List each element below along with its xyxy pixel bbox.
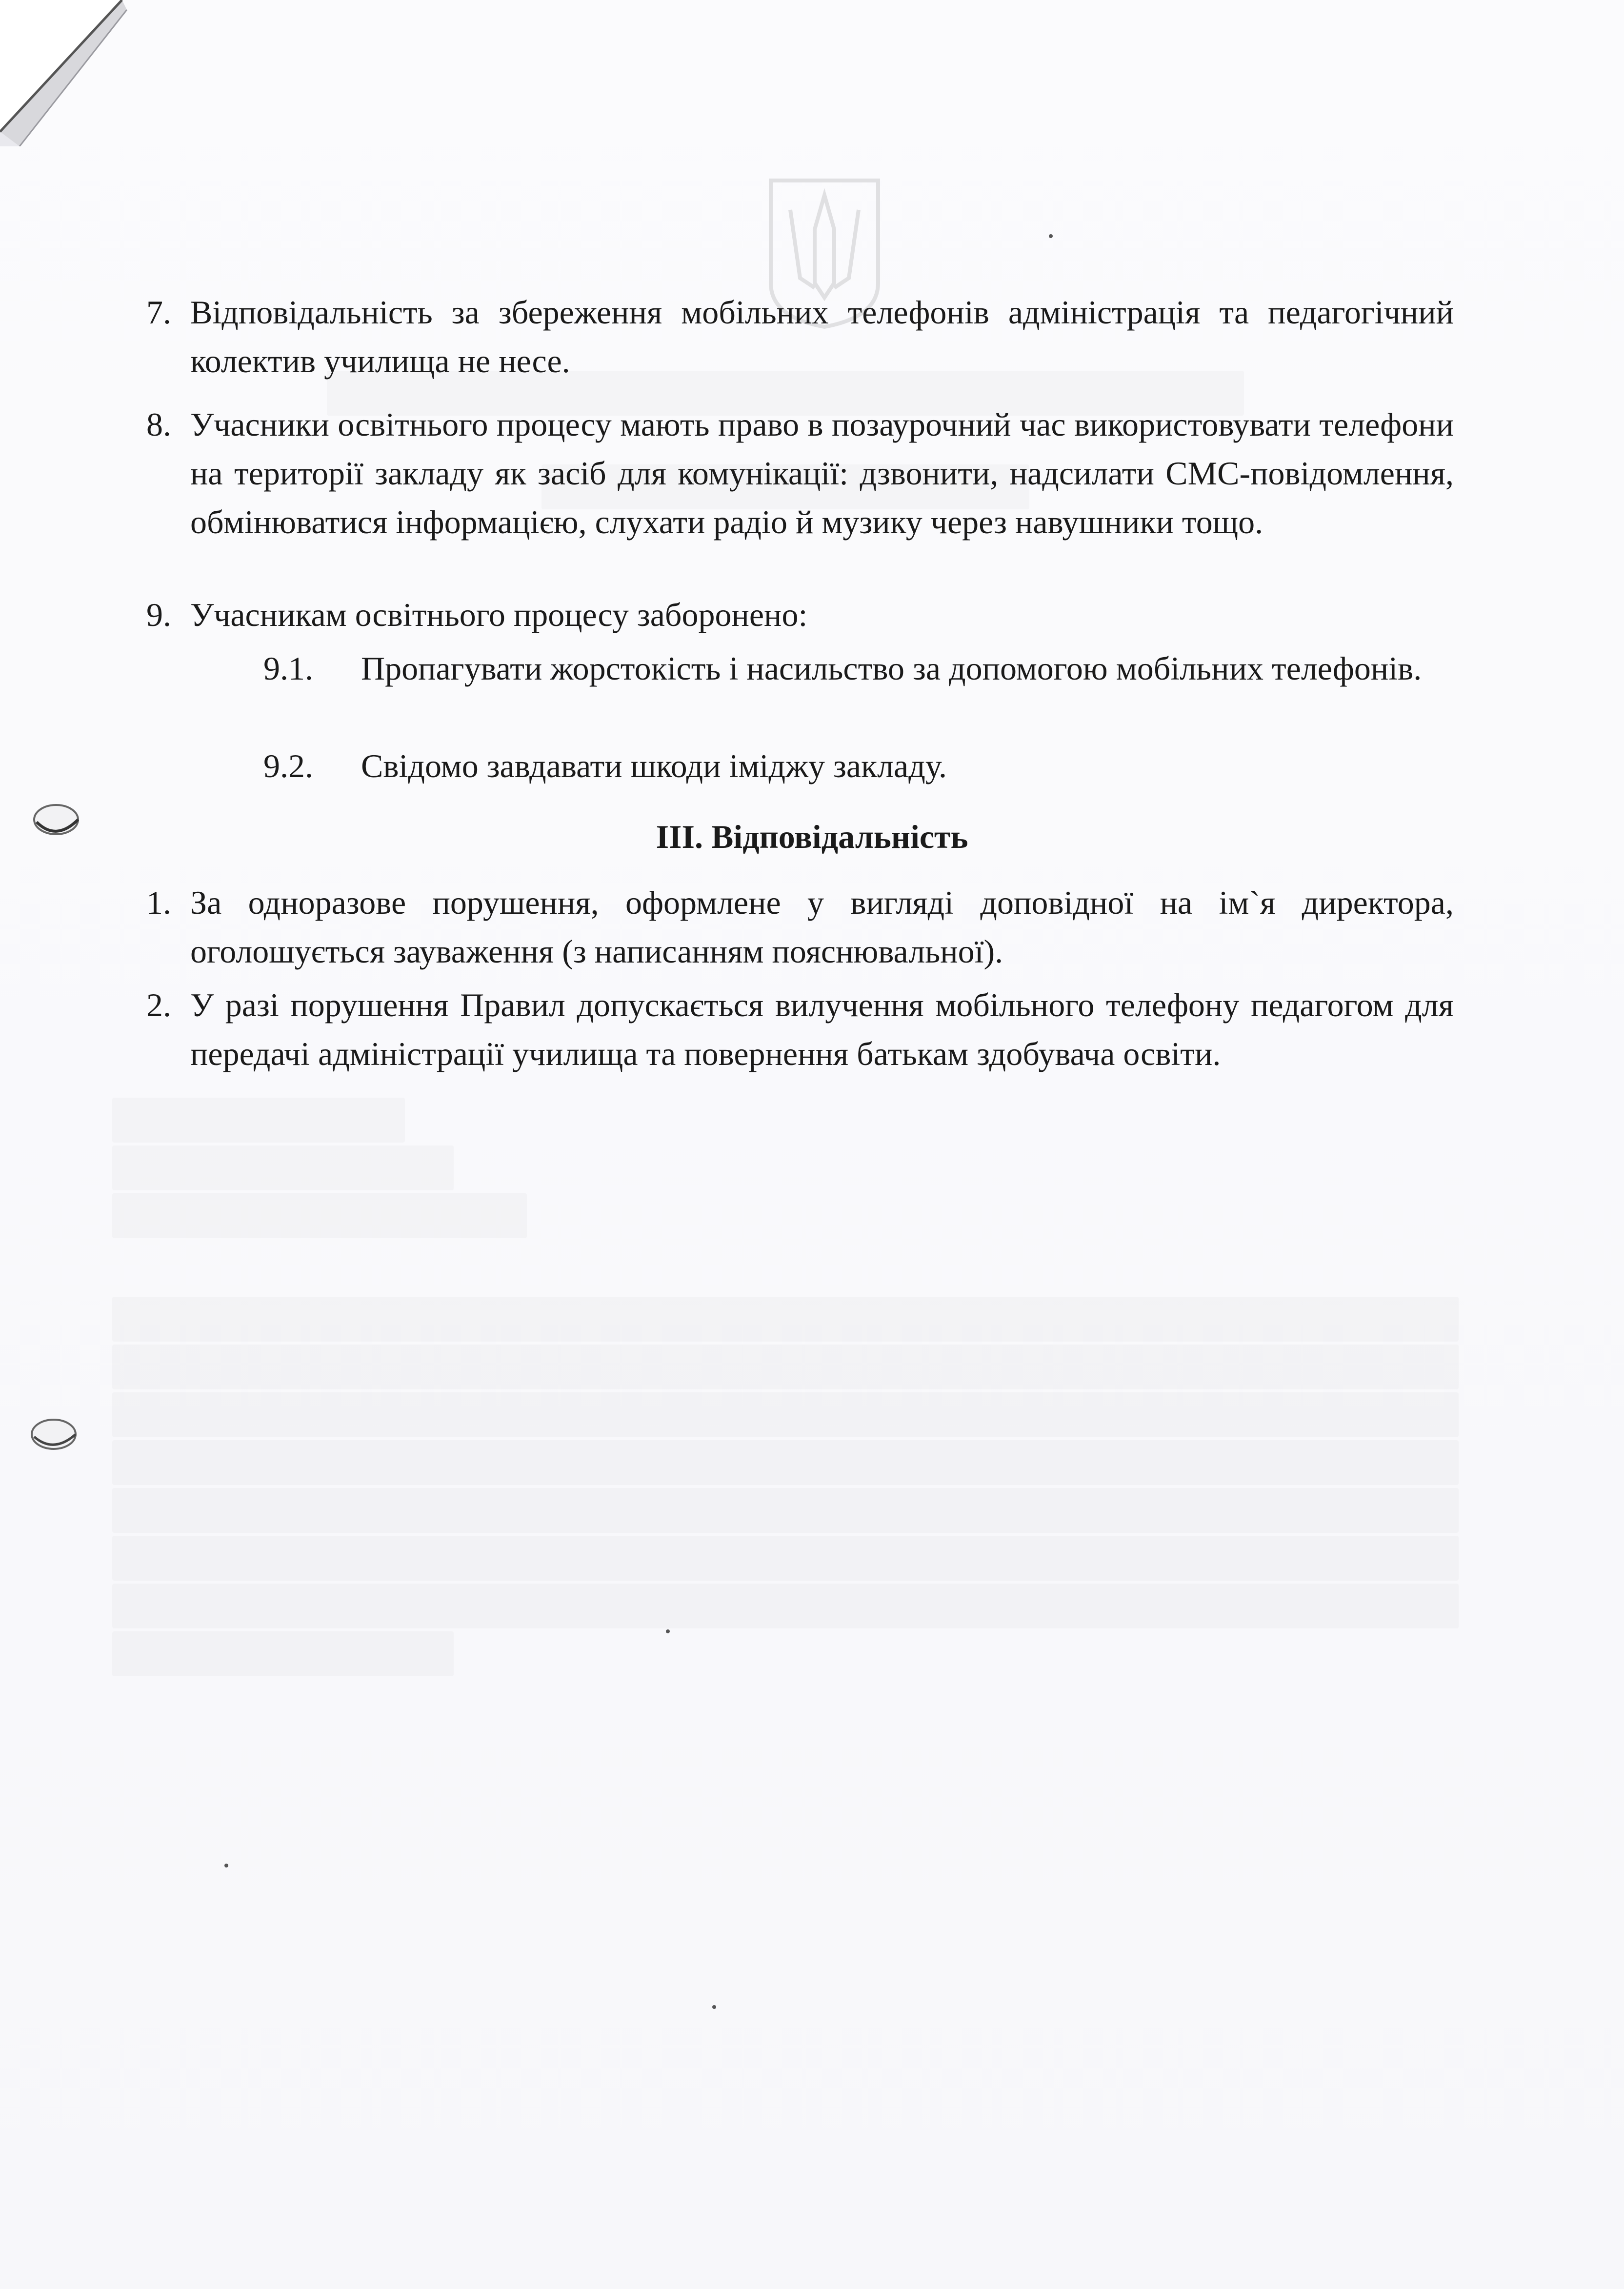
sub-item-number: 9.1. [263,650,313,687]
list-item-number: 7. [146,294,171,331]
list-item-number: 8. [146,406,171,443]
sub-item-text: Свідомо завдавати шкоди іміджу закладу. [361,747,947,784]
sub-item-number: 9.2. [263,747,313,784]
list-item-text: Учасники освітнього процесу мають право в позаурочний час використовувати телефони на території закладу як засіб для комунікації: дзвонити, надсилати СМС-повідомлення, обмінюватися інформацією, слухати радіо й музику через навушники тощо. [190,406,1454,541]
list-item-number: 9. [146,596,171,633]
section-heading: ІІІ. Відповідальність [656,818,968,855]
speck [712,2005,716,2009]
speck [666,1629,670,1633]
speck [1049,234,1053,238]
speck [224,1864,228,1867]
punch-hole-icon [27,1415,80,1454]
list-item-number: 1. [146,884,171,921]
sub-item-text: Пропагувати жорстокість і насильство за допомогою мобільних телефонів. [361,650,1422,687]
folded-corner-icon [0,0,146,146]
list-item-text: У разі порушення Правил допускається вилучення мобільного телефону педагогом для передачі адміністрації училища та повернення батькам здобувача освіти. [190,986,1454,1072]
list-item-text: Відповідальність за збереження мобільних телефонів адміністрація та педагогічний колектив училища не несе. [190,294,1454,380]
list-item-number: 2. [146,986,171,1024]
list-item-text: За одноразове порушення, оформлене у вигляді доповідної на ім`я директора, оголошується зауваження (з написанням пояснювальної). [190,884,1454,970]
list-item-text: Учасникам освітнього процесу заборонено: [190,596,808,633]
